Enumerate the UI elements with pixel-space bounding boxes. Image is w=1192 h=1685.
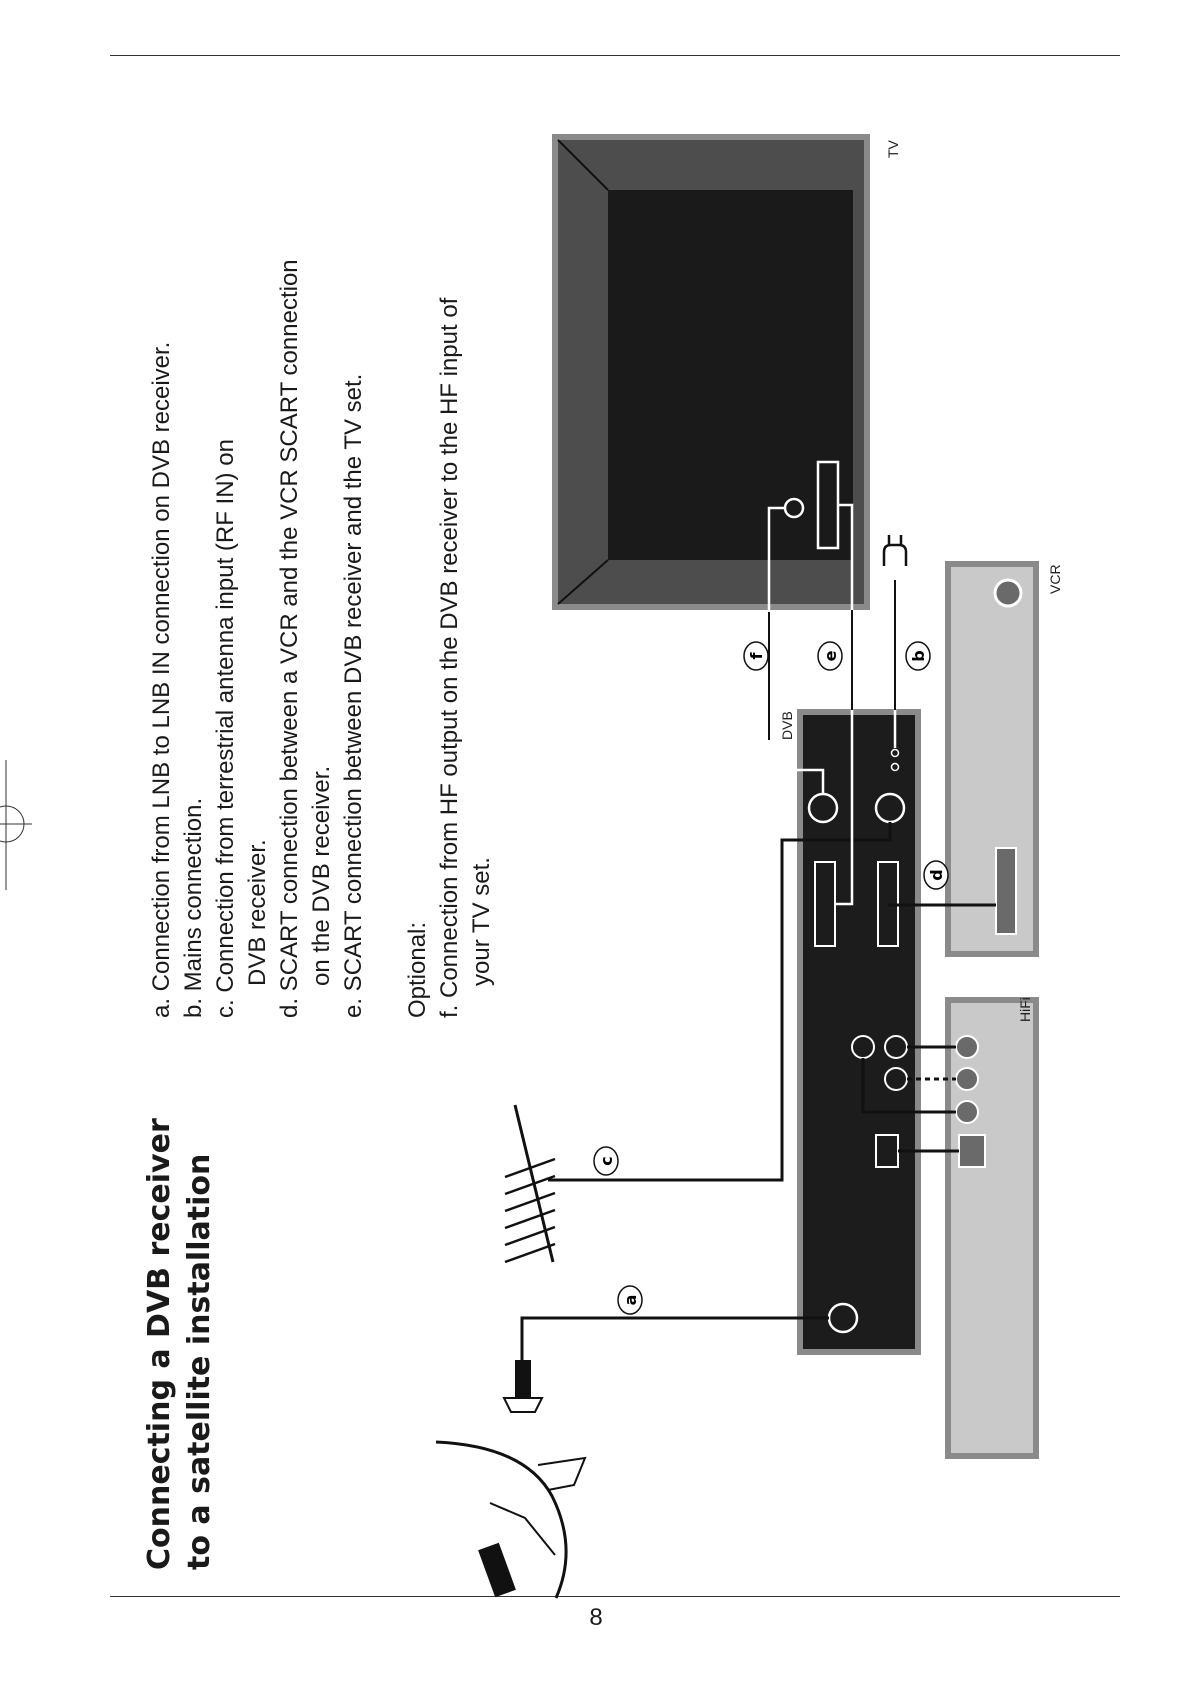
- label-c: c: [597, 1156, 616, 1166]
- connection-badge-a: [618, 1286, 642, 1314]
- hifi-label: HiFi: [1017, 997, 1033, 1022]
- tv-hf-input: [785, 499, 803, 517]
- cables: [522, 822, 996, 1362]
- registration-mark: [0, 760, 32, 890]
- optional-heading: Optional:: [404, 921, 431, 1018]
- tv-label: TV: [885, 140, 901, 158]
- dvb-label: DVB: [779, 711, 795, 740]
- label-d: d: [927, 869, 946, 881]
- title-line-1: Connecting a DVB receiver: [142, 1118, 177, 1570]
- instruction-f: f. Connection from HF output on the DVB receiver to the HF input of: [436, 297, 463, 1018]
- vcr-scart-port: [996, 848, 1016, 934]
- hifi-audio-port: [956, 1068, 978, 1090]
- instruction-c: c. Connection from terrestrial antenna input (RF IN) on: [212, 439, 239, 1018]
- satellite-dish: [436, 1360, 585, 1598]
- hifi-audio-port: [956, 1101, 978, 1123]
- dvb-rf-in-port: [876, 794, 904, 822]
- instruction-f-cont: your TV set.: [468, 857, 495, 986]
- connection-badge-e: [818, 642, 842, 670]
- instruction-e: e. SCART connection between DVB receiver and the TV set.: [340, 373, 367, 1018]
- hifi-device: [948, 997, 1036, 1456]
- vcr-device: [948, 564, 1063, 954]
- terrestrial-antenna: [505, 1105, 555, 1262]
- label-e: e: [821, 650, 840, 662]
- tv-device: [555, 137, 901, 607]
- title-line-2: to a satellite installation: [182, 1153, 217, 1570]
- dvb-hf-out-port: [809, 794, 837, 822]
- connection-badge-c: [594, 1147, 618, 1175]
- cable-a: [522, 1318, 829, 1362]
- instruction-d-cont: on the DVB receiver.: [308, 765, 335, 986]
- vcr-label: VCR: [1047, 564, 1063, 594]
- dvb-audio-port: [852, 1036, 874, 1058]
- connection-badge-f: [744, 642, 768, 670]
- instruction-b: b. Mains connection.: [180, 797, 207, 1018]
- instruction-d: d. SCART connection between a VCR and the VCR SCART connection: [276, 259, 303, 1018]
- dvb-receiver: [779, 711, 918, 1352]
- connection-badge-b: [906, 642, 930, 670]
- hifi-audio-port: [956, 1036, 978, 1058]
- vcr-knob: [995, 580, 1021, 606]
- hifi-digital-port: [959, 1135, 985, 1167]
- label-a: a: [621, 1294, 640, 1306]
- dvb-audio-port: [885, 1036, 907, 1058]
- tv-scart-port: [818, 462, 838, 548]
- instruction-a: a. Connection from LNB to LNB IN connection on DVB receiver.: [148, 341, 175, 1018]
- dvb-lnb-in-port: [829, 1304, 857, 1332]
- instruction-c-cont: DVB receiver.: [244, 839, 271, 986]
- dvb-digital-audio-port: [876, 1135, 898, 1167]
- connection-badge-d: [924, 861, 948, 889]
- label-b: b: [909, 650, 928, 662]
- page-number: 8: [589, 1604, 603, 1631]
- dvb-tv-scart-port: [815, 862, 835, 946]
- label-f: f: [747, 652, 766, 660]
- dvb-audio-port: [885, 1068, 907, 1090]
